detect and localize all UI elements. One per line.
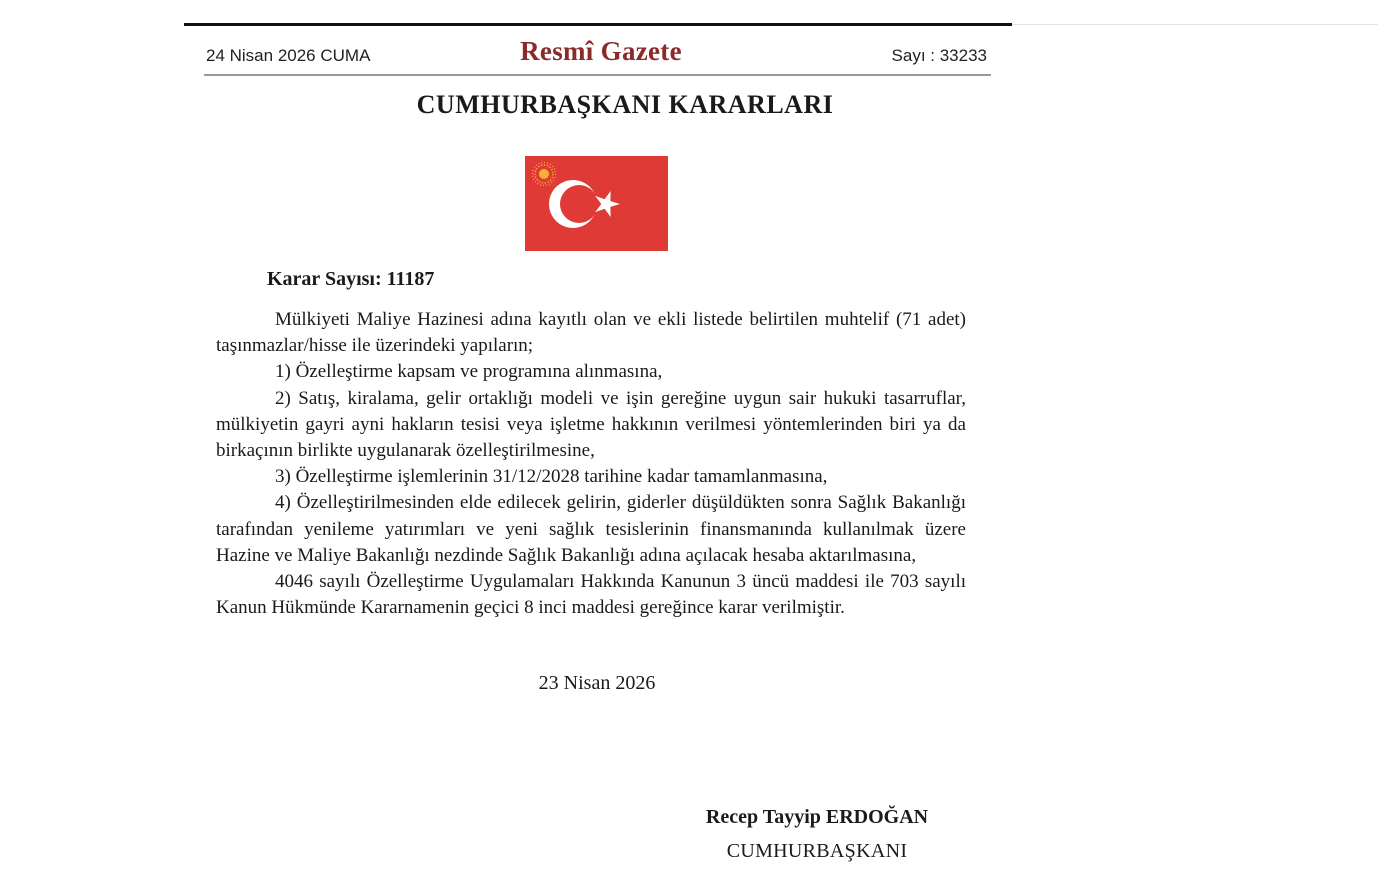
header-date: 24 Nisan 2026 CUMA [206,46,371,65]
decision-number: Karar Sayısı: 11187 [267,268,435,290]
decision-item: 4) Özelleştirilmesinden elde edilecek gelirin, giderler düşüldükten sonra Sağlık Bakanlığı tarafından yenileme yatırımları ve yeni sağlık tesislerinin finansmanında kullanılmak üzere Hazine ve Maliye Bakanlığı nezdinde Sağlık Bakanlığı adına açılacak hesaba aktarılmasına, [216,492,966,566]
decision-body [216,307,966,621]
page-edge-line [1012,24,1378,25]
presidential-flag-icon [525,156,668,251]
decision-paragraph: Mülkiyeti Maliye Hazinesi adına kayıtlı olan ve ekli listede belirtilen muhtelif (71 adet) taşınmazlar/hisse ile üzerindeki yapıların; [216,309,966,357]
header-divider [204,74,991,76]
signatory-name: Recep Tayyip ERDOĞAN [705,806,929,828]
decision-item: 3) Özelleştirme işlemlerinin 31/12/2028 tarihine kadar tamamlanmasına, [275,466,828,488]
top-border-rule [184,23,1012,26]
decision-legal-basis: 4046 sayılı Özelleştirme Uygulamaları Hakkında Kanunun 3 üncü maddesi ile 703 sayılı Kanun Hükmünde Kararnamenin geçici 8 inci maddesi gereğince karar verilmiştir. [216,571,966,619]
decision-date: 23 Nisan 2026 [538,672,656,694]
gazette-title: Resmî Gazete [520,36,682,66]
signatory-title: CUMHURBAŞKANI [726,840,908,862]
section-title: CUMHURBAŞKANI KARARLARI [416,90,834,119]
decision-item: 2) Satış, kiralama, gelir ortaklığı modeli ve işin gereğine uygun sair hukuki tasarruflar, mülkiyetin gayri ayni hakların tesisi veya işletme hakkının verilmesi yöntemlerinden biri ya da birkaçının birlikte uygulanarak özelleştirilmesine, [216,387,966,462]
issue-number: Sayı : 33233 [891,46,987,65]
decision-item: 1) Özelleştirme kapsam ve programına alınmasına, [275,361,663,383]
